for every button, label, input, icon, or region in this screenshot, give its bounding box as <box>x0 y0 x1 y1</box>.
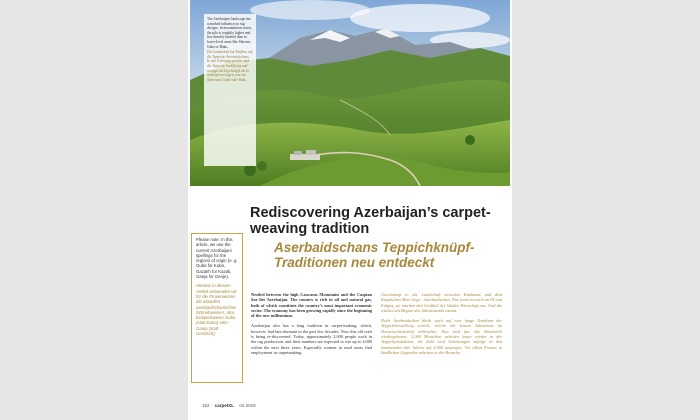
german-intro-paragraph: Geschmiegt in die Landschaft zwischen Kaukasus und dem Kaspischen Meer liegt – Aserbaidschan. Das Land ist reich an Öl und Erdgas, sie machen den Großteil der lokalen Wirtschaft aus. Und die wächst seit Beginn des Jahrtausends rasant. <box>381 292 502 313</box>
photo-caption <box>204 14 256 166</box>
page-footer <box>202 402 260 410</box>
spelling-note-box <box>191 233 243 383</box>
landscape-photo <box>190 0 510 186</box>
spelling-note-english: Please note: In this article, we use the current Azerbaijani spellings for the regions of origin (e. g. Guba for Kuba, Gazakh for Kazak, Ganja for Genje). <box>196 237 238 280</box>
photo-caption-german: Die Landschaft hat Einfluss auf die Teppiche Aserbaidschans. In den Gebirgsgegenden sind die Teppiche hochflorig und weniger dicht geknüpft als in niedrigeren Lagen, wie um Schirwan, Guba oder Baku. <box>207 50 253 82</box>
german-body-paragraph: Doch Aserbaidschan blickt auch auf eine lange Tradition der Teppichherstellung zurück, welche die letzten Jahrzehnte im Dornröschenschlaf verbrachte. Nun wird das alte Handwerk wiedergeboren: 2.000 Menschen arbeiten heute wieder in der Teppichproduktion, die Zahl wird Schätzungen zufolge in den kommenden drei Jahren auf 4.000 ansteigen. Vor allem Frauen in ländlichen Gegenden arbeiten in der Branche. <box>381 318 502 355</box>
magazine-page <box>188 0 512 420</box>
spelling-note-german: Hinweis in diesem Artikel verwenden wir für die Provenienzen die aktuellen aserbaidschanischen Schreibweisen, also beispielsweise Guba (statt Kuba) oder Ganja (statt Gendsch). <box>196 283 237 337</box>
headline-english: Rediscovering Azerbaijan’s carpet-weaving tradition <box>250 205 491 237</box>
photo-caption-english: The Azerbaijani landscape has a marked influence on rug designs. In mountainous zones, the pile is roughtly higher and less densely knotted than in lower-level areas like Shirvan, Guba or Baku. <box>207 17 253 49</box>
english-intro-paragraph: Nestled between the high Caucasus Mountains and the Caspian Sea lies Azerbaijan. The country is rich in oil and natural gas, both of which constitute the country’s most important economic sector. The economy has been growing rapidly since the beginning of the new millennium. <box>251 292 372 319</box>
article-column-german <box>381 292 502 396</box>
article-column-english <box>251 292 372 396</box>
page-number: 152 <box>202 403 210 408</box>
english-body-paragraph: Azerbaijan also has a long tradition in carpet-making, which, however, had lain dormant in the past few decades. Now this old craft is being re-discovered. Today, approximately 2,000 people work in the rug production, and their numbers are expected to rise up to 4,000 within the next three years. Especially women in rural areas find employment in carpetmaking. <box>251 323 372 355</box>
magazine-name: carpetXL <box>214 403 235 408</box>
headline-german: Aserbaidschans Teppichknüpf-Traditionen neu entdeckt <box>274 240 475 270</box>
issue-date: 04.2018 <box>239 403 256 408</box>
